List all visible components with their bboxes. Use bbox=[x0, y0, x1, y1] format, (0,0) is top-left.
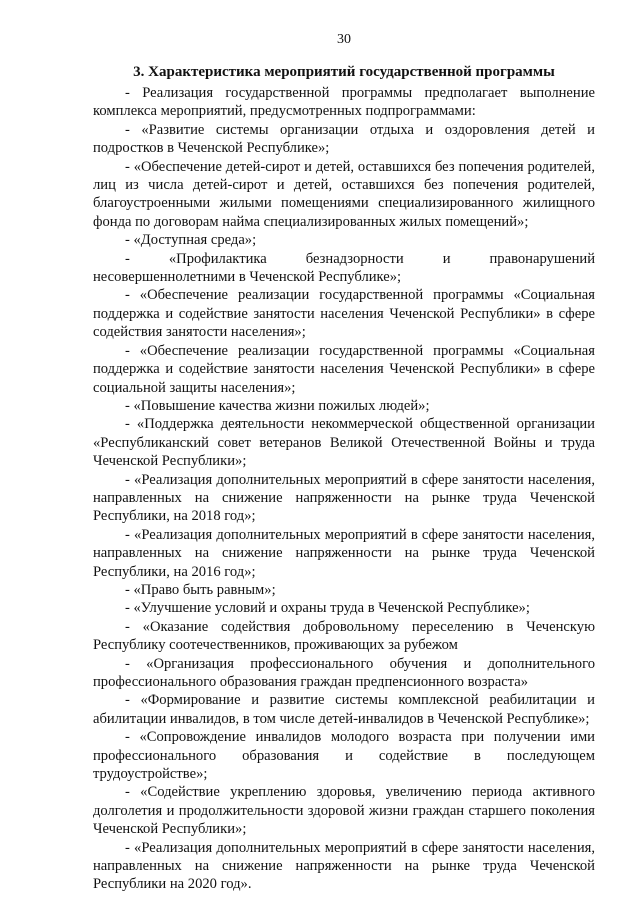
list-item-subprogram: - «Реализация дополнительных мероприятий в сфере занятости населения, направленных на снижение напряженности на рынке труда Чеченской Республики, на 2018 год»; bbox=[93, 471, 595, 525]
list-item-subprogram: - «Повышение качества жизни пожилых людей»; bbox=[125, 397, 430, 414]
list-item-subprogram: - «Обеспечение реализации государственной программы «Социальная поддержка и содействие занятости населения Чеченской Республики» в сфере социальной защиты населения»; bbox=[93, 342, 595, 396]
list-item-subprogram: - «Содействие укреплению здоровья, увеличению периода активного долголетия и продолжительности здоровой жизни граждан старшего поколения Чеченской Республики»; bbox=[93, 784, 595, 838]
list-item-subprogram: - «Обеспечение реализации государственной программы «Социальная поддержка и содействие занятости населения Чеченской Республики» в сфере содействия занятости населения»; bbox=[93, 287, 595, 341]
list-item-subprogram: - «Улучшение условий и охраны труда в Чеченской Республике»; bbox=[125, 600, 530, 617]
document-page bbox=[93, 0, 595, 905]
list-item-subprogram: - «Развитие системы организации отдыха и оздоровления детей и подростков в Чеченской Республике»; bbox=[93, 121, 595, 157]
list-item-subprogram: - «Поддержка деятельности некоммерческой общественной организации «Республиканский совет ветеранов Великой Отечественной Войны и труда Чеченской Республики»; bbox=[93, 416, 595, 470]
list-item-subprogram: - «Формирование и развитие системы комплексной реабилитации и абилитации инвалидов, в том числе детей-инвалидов в Чеченской Республике»; bbox=[93, 692, 595, 727]
list-item-subprogram: - «Оказание содействия добровольному переселению в Чеченскую Республику соотечественников, проживающих за рубежом bbox=[93, 618, 595, 654]
list-item-subprogram: - «Реализация дополнительных мероприятий в сфере занятости населения, направленных на снижение напряженности на рынке труда Чеченской Республики, на 2016 год»; bbox=[93, 526, 595, 580]
list-item-subprogram: - «Реализация дополнительных мероприятий в сфере занятости населения, направленных на снижение напряженности на рынке труда Чеченской Республики на 2020 год». bbox=[93, 839, 595, 893]
list-item-subprogram: - «Доступная среда»; bbox=[125, 232, 257, 249]
list-item-subprogram: - «Право быть равным»; bbox=[125, 581, 276, 598]
page-number: 30 bbox=[337, 32, 351, 47]
paragraph-intro: - Реализация государственной программы предполагает выполнение комплекса мероприятий, предусмотренных подпрограммами: bbox=[93, 85, 595, 120]
section-heading: 3. Характеристика мероприятий государственной программы bbox=[133, 64, 555, 80]
list-item-subprogram: - «Профилактика безнадзорности и правонарушений несовершеннолетними в Чеченской Республике»; bbox=[93, 250, 595, 286]
section-body bbox=[93, 84, 595, 894]
list-item-subprogram: - «Сопровождение инвалидов молодого возраста при получении ими профессионального образования и содействие в последующем трудоустройстве»; bbox=[93, 729, 595, 783]
list-item-subprogram: - «Организация профессионального обучения и дополнительного профессионального образования граждан предпенсионного возраста» bbox=[93, 655, 595, 690]
list-item-subprogram: - «Обеспечение детей-сирот и детей, оставшихся без попечения родителей, лиц из числа детей-сирот и детей, оставшихся без попечения родителей, благоустроенными жилыми помещениями специализированного жилищного фонда по договорам найма специализированных жилых помещений»; bbox=[93, 158, 595, 230]
